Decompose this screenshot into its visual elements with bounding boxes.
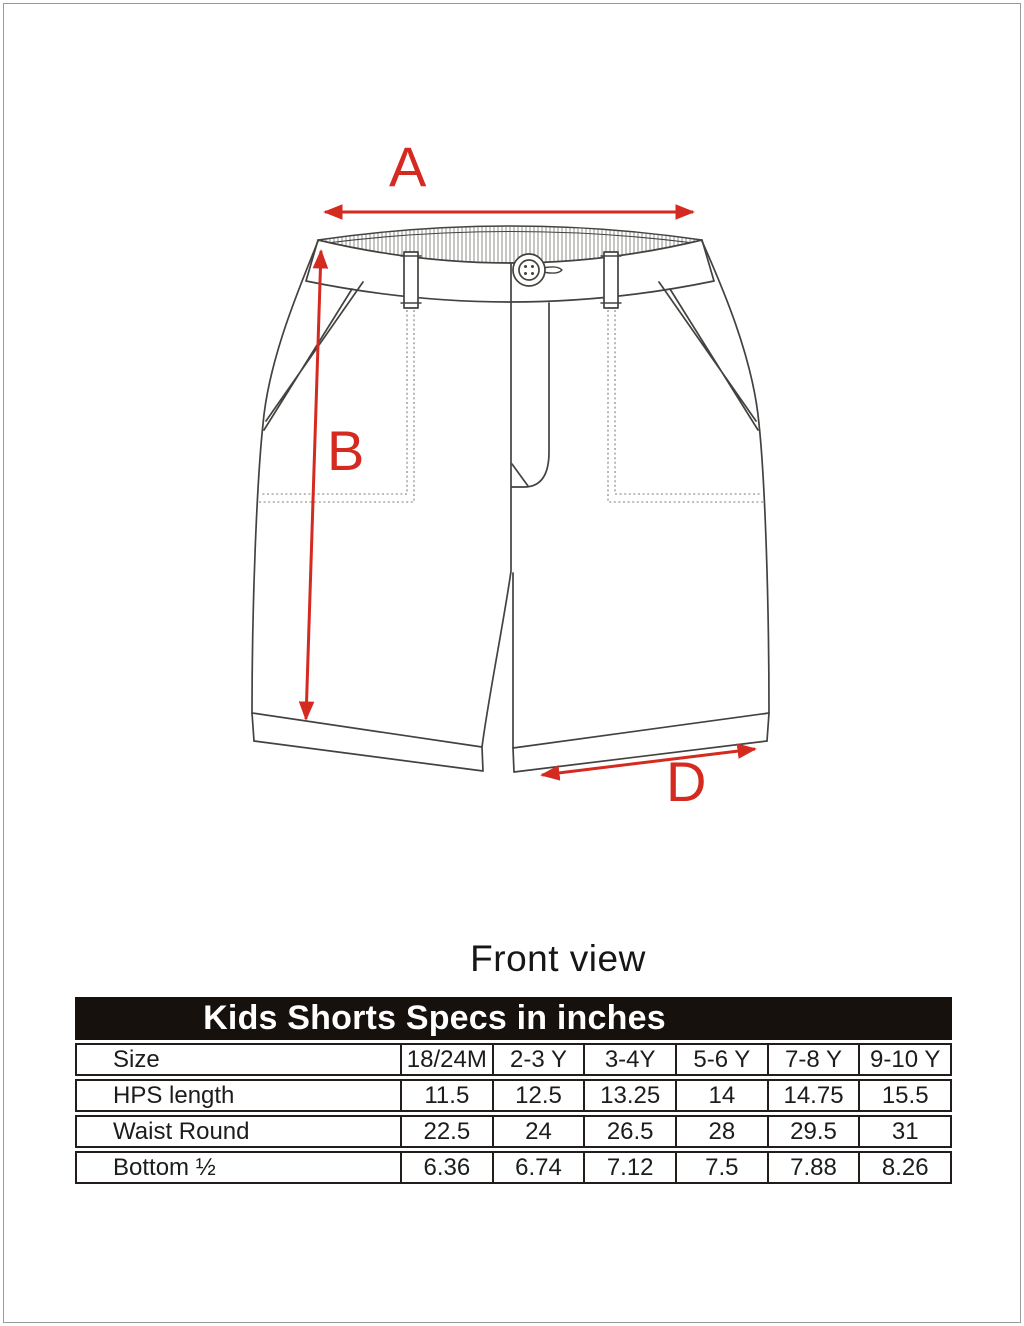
spec-cell: 6.74 — [492, 1153, 584, 1182]
spec-cell: 28 — [675, 1117, 767, 1146]
spec-cell: 31 — [858, 1117, 950, 1146]
row-label: Waist Round — [113, 1118, 250, 1145]
spec-table — [75, 997, 952, 1187]
spec-cell: 18/24M — [400, 1045, 492, 1074]
spec-cell: 29.5 — [767, 1117, 859, 1146]
spec-cell: 13.25 — [583, 1081, 675, 1110]
spec-cell: 3-4Y — [583, 1045, 675, 1074]
table-row-size — [75, 1043, 952, 1076]
spec-cell: 7.5 — [675, 1153, 767, 1182]
table-row-waist-round — [75, 1115, 952, 1148]
measure-label-a: A — [389, 135, 427, 198]
right-side-seam — [702, 241, 769, 741]
spec-cell: 15.5 — [858, 1081, 950, 1110]
row-label: Size — [113, 1046, 160, 1073]
spec-cell: 26.5 — [583, 1117, 675, 1146]
spec-cell: 12.5 — [492, 1081, 584, 1110]
spec-table-title: Kids Shorts Specs in inches — [75, 997, 952, 1040]
measure-arrow-b — [306, 251, 321, 719]
spec-cell: 7-8 Y — [767, 1045, 859, 1074]
spec-cell: 24 — [492, 1117, 584, 1146]
spec-cell: 14 — [675, 1081, 767, 1110]
fly-stitch — [512, 303, 549, 487]
left-pocket-opening — [264, 282, 363, 430]
spec-cell: 5-6 Y — [675, 1045, 767, 1074]
table-row-bottom-half — [75, 1151, 952, 1184]
front-view-caption: Front view — [470, 938, 646, 979]
left-hem — [252, 713, 483, 771]
measure-label-b: B — [327, 419, 365, 482]
garment-outline — [252, 226, 769, 772]
measure-arrow-d — [542, 749, 755, 775]
spec-cell: 2-3 Y — [492, 1045, 584, 1074]
spec-cell: 9-10 Y — [858, 1045, 950, 1074]
spec-cell: 22.5 — [400, 1117, 492, 1146]
spec-cell: 7.12 — [583, 1153, 675, 1182]
right-pocket-opening — [659, 282, 758, 430]
spec-cell: 8.26 — [858, 1153, 950, 1182]
spec-cell: 11.5 — [400, 1081, 492, 1110]
spec-cell: 7.88 — [767, 1153, 859, 1182]
spec-cell: 14.75 — [767, 1081, 859, 1110]
table-row-hps-length — [75, 1079, 952, 1112]
measure-label-d: D — [666, 750, 707, 813]
row-label: Bottom ½ — [113, 1154, 216, 1181]
row-label: HPS length — [113, 1082, 235, 1109]
spec-cell: 6.36 — [400, 1153, 492, 1182]
